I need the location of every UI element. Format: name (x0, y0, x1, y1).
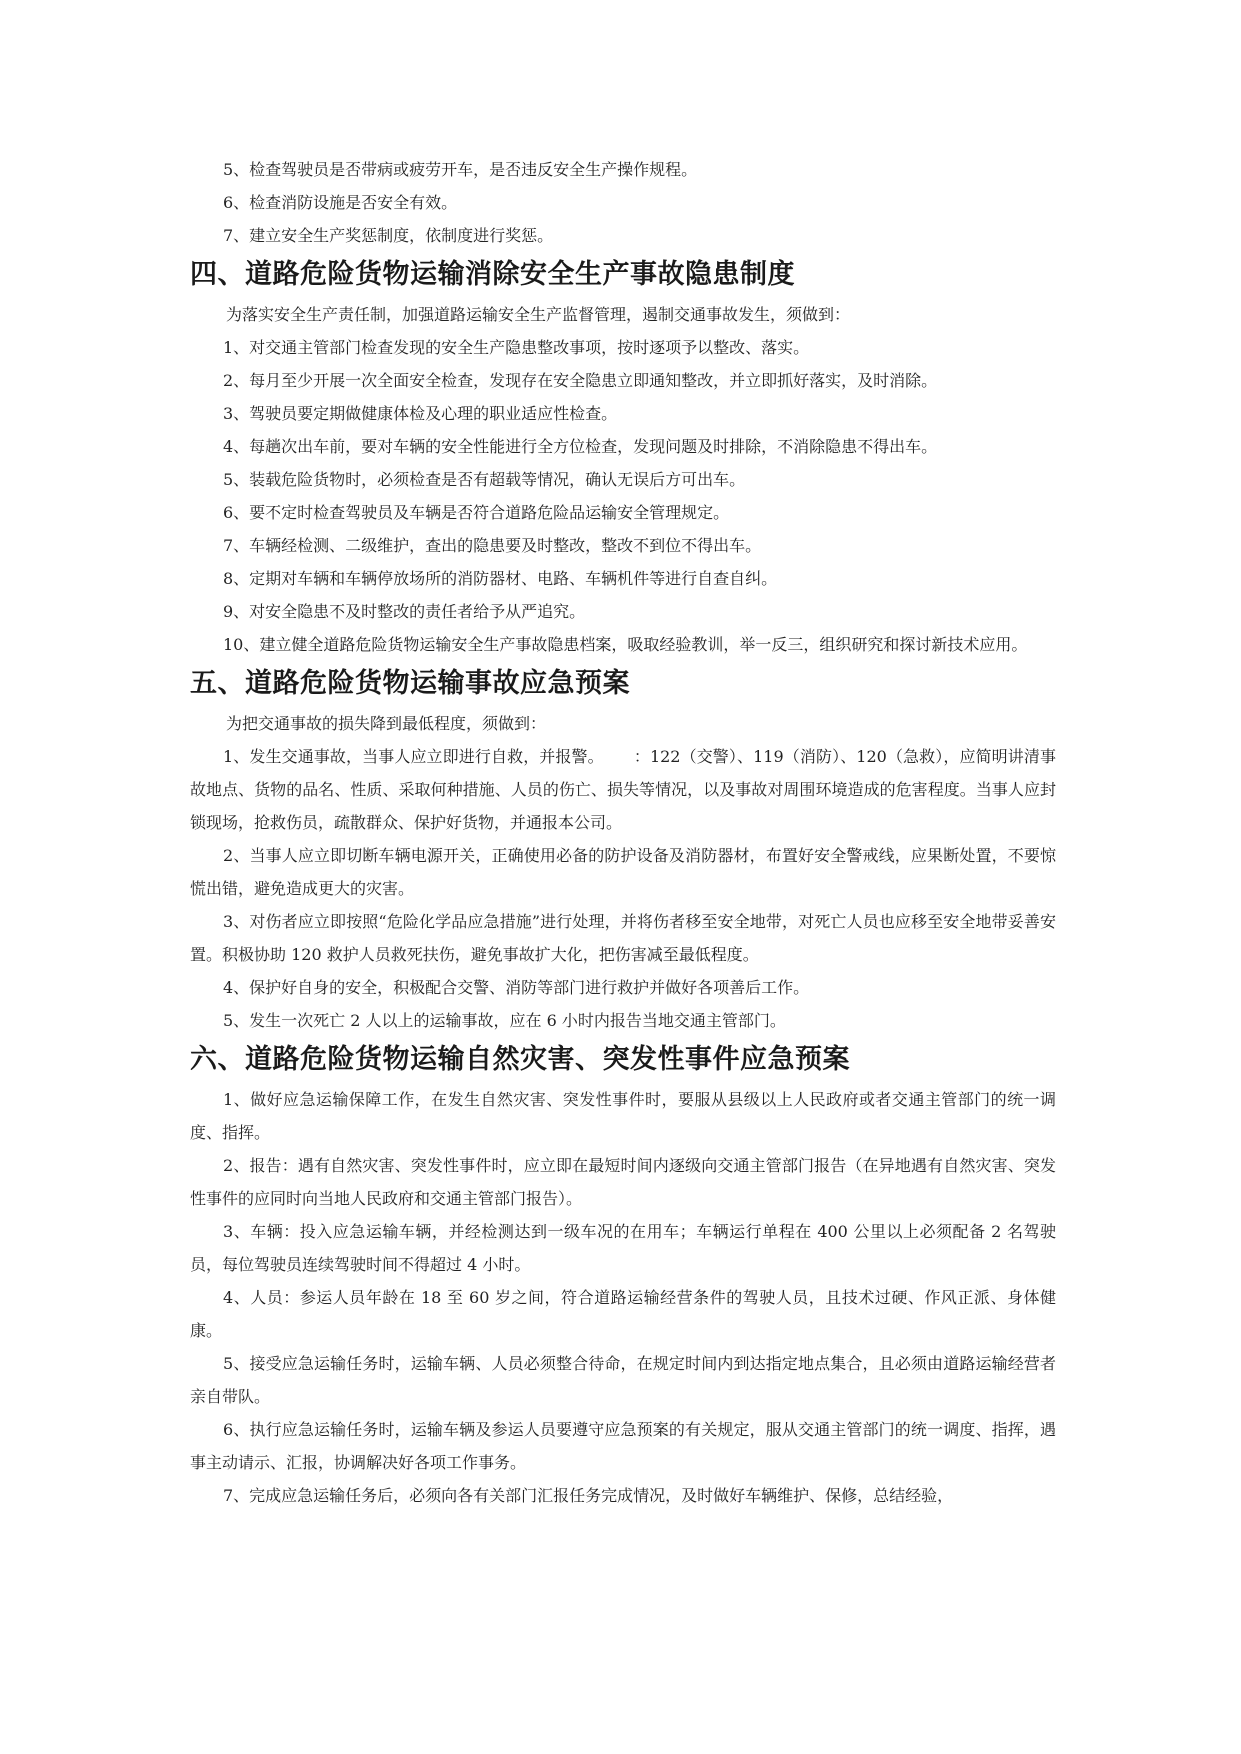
section-intro: 为把交通事故的损失降到最低程度，须做到： (226, 714, 547, 733)
list-item: 7、车辆经检测、二级维护，查出的隐患要及时整改，整改不到位不得出车。 (223, 536, 762, 555)
list-item: 3、对伤者应立即按照“危险化学品应急措施”进行处理，并将伤者移至安全地带，对死亡人员也应移至安全地带妥善安置。积极协助 120 救护人员救死扶伤，避免事故扩大化，把伤害减至最低程度。 (190, 912, 1056, 964)
list-item: 6、要不定时检查驾驶员及车辆是否符合道路危险品运输安全管理规定。 (223, 503, 730, 522)
document-body (190, 153, 1056, 1512)
list-item: 4、每趟次出车前，要对车辆的安全性能进行全方位检查，发现问题及时排除，不消除隐患不得出车。 (223, 437, 938, 456)
section-heading-5: 五、道路危险货物运输事故应急预案 (190, 668, 630, 699)
list-item: 5、检查驾驶员是否带病或疲劳开车，是否违反安全生产操作规程。 (223, 160, 698, 179)
list-item: 9、对安全隐患不及时整改的责任者给予从严追究。 (223, 602, 586, 621)
section-heading-6: 六、道路危险货物运输自然灾害、突发性事件应急预案 (190, 1044, 850, 1075)
list-item: 10、建立健全道路危险货物运输安全生产事故隐患档案，吸取经验教训，举一反三，组织研究和探讨新技术应用。 (223, 635, 1028, 654)
list-item: 5、接受应急运输任务时，运输车辆、人员必须整合待命，在规定时间内到达指定地点集合，且必须由道路运输经营者亲自带队。 (190, 1354, 1056, 1406)
list-item: 1、对交通主管部门检查发现的安全生产隐患整改事项，按时逐项予以整改、落实。 (223, 338, 810, 357)
list-item: 6、执行应急运输任务时，运输车辆及参运人员要遵守应急预案的有关规定，服从交通主管部门的统一调度、指挥，遇事主动请示、汇报，协调解决好各项工作事务。 (190, 1420, 1056, 1472)
list-item: 3、车辆：投入应急运输车辆，并经检测达到一级车况的在用车；车辆运行单程在 400 公里以上必须配备 2 名驾驶员，每位驾驶员连续驾驶时间不得超过 4 小时。 (190, 1222, 1056, 1274)
list-item: 4、人员：参运人员年龄在 18 至 60 岁之间，符合道路运输经营条件的驾驶人员，且技术过硬、作风正派、身体健康。 (190, 1288, 1056, 1340)
list-item: 5、发生一次死亡 2 人以上的运输事故，应在 6 小时内报告当地交通主管部门。 (223, 1011, 786, 1030)
list-item: 4、保护好自身的安全，积极配合交警、消防等部门进行救护并做好各项善后工作。 (223, 978, 810, 997)
list-item: 5、装载危险货物时，必须检查是否有超载等情况，确认无误后方可出车。 (223, 470, 746, 489)
list-item: 1、做好应急运输保障工作，在发生自然灾害、突发性事件时，要服从县级以上人民政府或者交通主管部门的统一调度、指挥。 (190, 1090, 1056, 1142)
list-item: 7、建立安全生产奖惩制度，依制度进行奖惩。 (223, 226, 554, 245)
list-item: 6、检查消防设施是否安全有效。 (223, 193, 458, 212)
list-item: 7、完成应急运输任务后，必须向各有关部门汇报任务完成情况，及时做好车辆维护、保修，总结经验， (223, 1486, 954, 1505)
list-item: 3、驾驶员要定期做健康体检及心理的职业适应性检查。 (223, 404, 618, 423)
list-item: 2、报告：遇有自然灾害、突发性事件时，应立即在最短时间内逐级向交通主管部门报告（在异地遇有自然灾害、突发性事件的应同时向当地人民政府和交通主管部门报告）。 (190, 1156, 1056, 1208)
section-heading-4: 四、道路危险货物运输消除安全生产事故隐患制度 (190, 259, 795, 290)
list-item: 2、每月至少开展一次全面安全检查，发现存在安全隐患立即通知整改，并立即抓好落实，及时消除。 (223, 371, 938, 390)
list-item: 2、当事人应立即切断车辆电源开关，正确使用必备的防护设备及消防器材，布置好安全警戒线，应果断处置，不要惊慌出错，避免造成更大的灾害。 (190, 846, 1056, 898)
item-text: ：122（交警）、119（消防）、120（急救），应简明讲清事故地点、货物的品名、性质、采取何种措施、人员的伤亡、损失等情况，以及事故对周围环境造成的危害程度。当事人应封锁现场，抢救伤员，疏散群众、保护好货物，并通报本公司。 (190, 747, 1056, 832)
list-item: 8、定期对车辆和车辆停放场所的消防器材、电路、车辆机件等进行自查自纠。 (223, 569, 778, 588)
section-intro: 为落实安全生产责任制，加强道路运输安全生产监督管理，遏制交通事故发生，须做到： (226, 305, 851, 324)
item-text: 1、发生交通事故，当事人应立即进行自救，并报警。 (223, 747, 604, 766)
list-item (190, 740, 1056, 839)
